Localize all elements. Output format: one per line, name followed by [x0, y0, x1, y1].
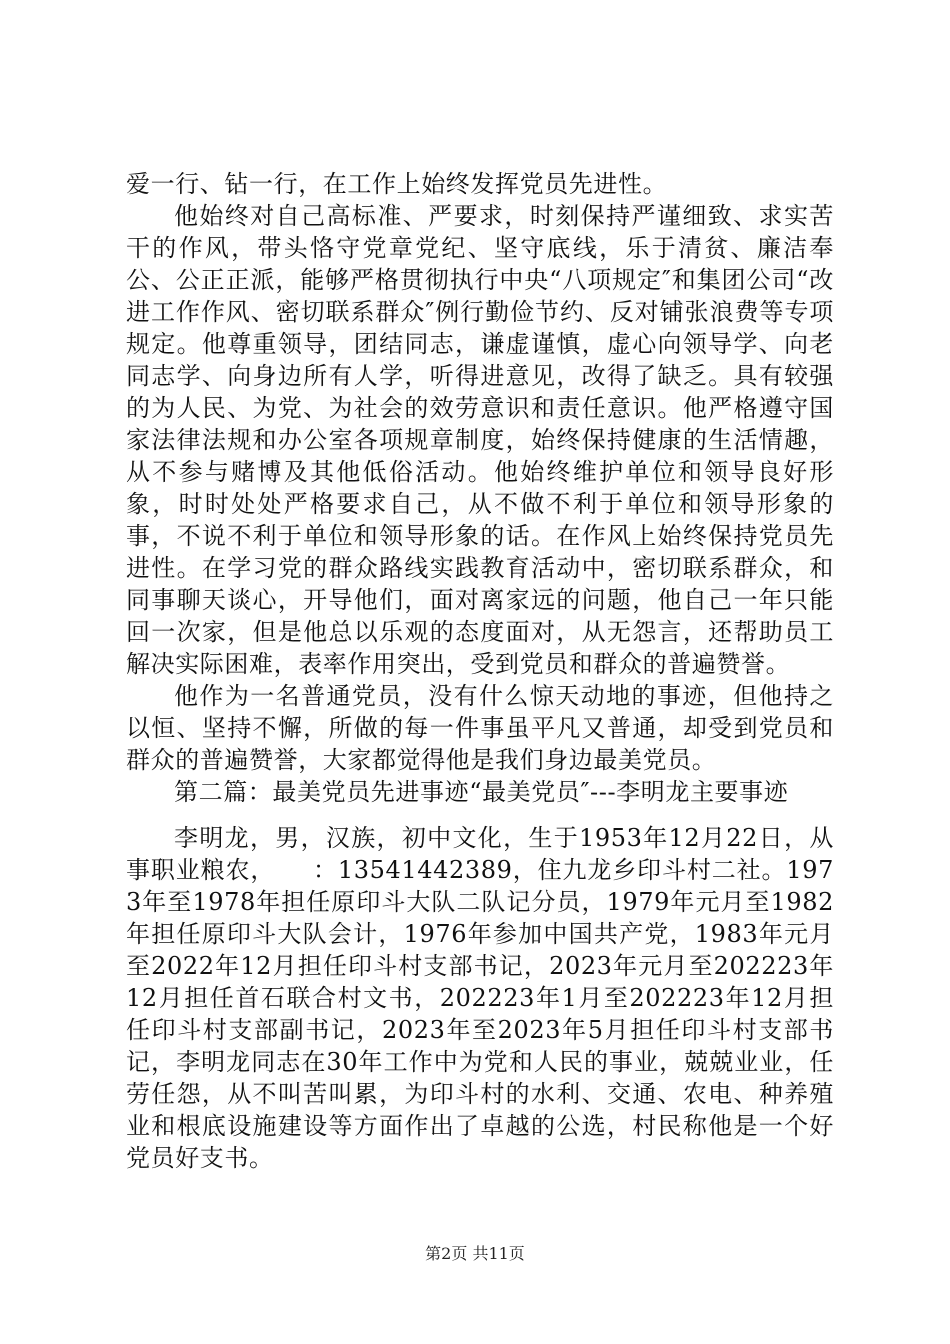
paragraph-1: 爱一行、钻一行，在工作上始终发挥党员先进性。	[126, 170, 668, 198]
section-heading: 第二篇：最美党员先进事迹“最美党员″---李明龙主要事迹	[174, 778, 789, 806]
paragraph-2: 他始终对自己高标准、严要求，时刻保持严谨细致、求实苦干的作风，带头恪守党章党纪、坚守底线，乐于清贫、廉洁奉公、公正正派，能够严格贯彻执行中央“八项规定″和集团公司“改进工作作风、密切联系群众″例行勤俭节约、反对铺张浪费等专项规定。他尊重领导，团结同志，谦虚谨慎，虚心向领导学、向老同志学、向身边所有人学，听得进意见，改得了缺乏。具有较强的为人民、为党、为社会的效劳意识和责任意识。他严格遵守国家法律法规和办公室各项规章制度，始终保持健康的生活情趣，从不参与赌博及其他低俗活动。他始终维护单位和领导良好形象，时时处处严格要求自己，从不做不利于单位和领导形象的事，不说不利于单位和领导形象的话。在作风上始终保持党员先进性。在学习党的群众路线实践教育活动中，密切联系群众，和同事聊天谈心，开导他们，面对离家远的问题，他自己一年只能回一次家，但是他总以乐观的态度面对，从无怨言，还帮助员工解决实际困难，表率作用突出，受到党员和群众的普遍赞誉。	[126, 202, 834, 678]
paragraph-4: 李明龙，男，汉族，初中文化，生于1953年12月22日，从事职业粮农， ：13541442389，住九龙乡印斗村二社。1973年至1978年担任原印斗大队二队记分员，1979年元月至1982年担任原印斗大队会计，1976年参加中国共产党，1983年元月至2022年12月担任印斗村支部书记，2023年元月至202223年12月担任首石联合村文书，202223年1月至202223年12月担任印斗村支部副书记，2023年至2023年5月担任印斗村支部书记，李明龙同志在30年工作中为党和人民的事业，兢兢业业，任劳任怨，从不叫苦叫累，为印斗村的水利、交通、农电、种养殖业和根底设施建设等方面作出了卓越的公选，村民称他是一个好党员好支书。	[126, 824, 834, 1172]
document-body	[126, 168, 834, 1174]
page-number-footer: 第2页 共11页	[425, 1244, 525, 1263]
paragraph-3: 他作为一名普通党员，没有什么惊天动地的事迹，但他持之以恒、坚持不懈，所做的每一件事虽平凡又普通，却受到党员和群众的普遍赞誉，大家都觉得他是我们身边最美党员。	[126, 682, 834, 774]
